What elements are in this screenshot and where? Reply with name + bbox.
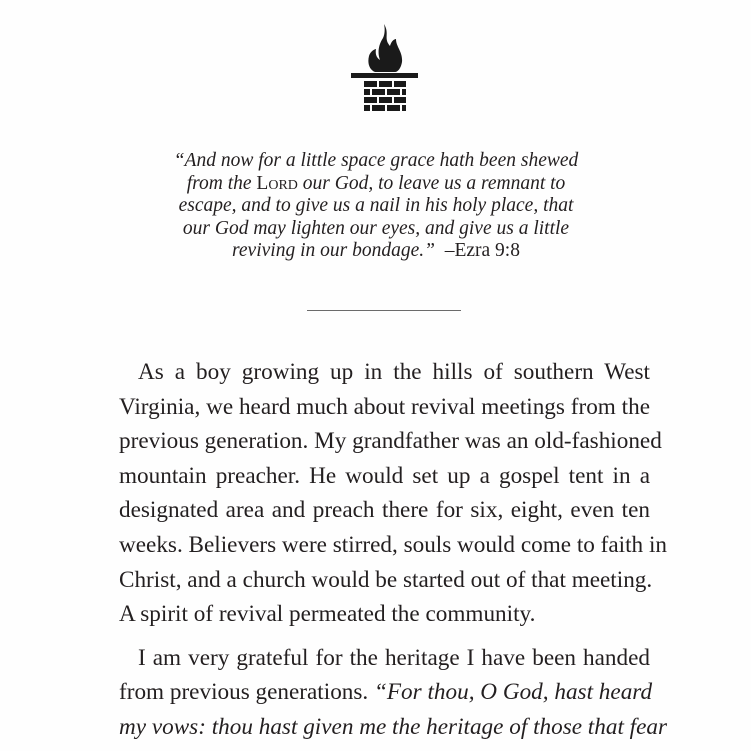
text-line: A spirit of revival permeated the community. bbox=[119, 601, 536, 628]
text-line: As a boy growing up in the hills of southern West bbox=[138, 359, 650, 385]
epigraph-line: our God may lighten our eyes, and give us a little bbox=[182, 217, 570, 239]
text-line: previous generation. My grandfather was an old-fashioned bbox=[119, 428, 662, 455]
text-line: designated area and preach there for six, eight, even ten bbox=[119, 497, 650, 524]
paragraph-1 bbox=[119, 355, 667, 632]
body-text bbox=[119, 355, 668, 745]
epigraph-reference: –Ezra 9:8 bbox=[444, 240, 520, 262]
text-line: from previous generations. “For thou, O God, hast heard bbox=[119, 679, 653, 706]
epigraph-quote bbox=[160, 150, 592, 263]
epigraph-line: reviving in our bondage.” –Ezra 9:8 bbox=[232, 240, 520, 262]
flame-shape bbox=[368, 24, 402, 72]
lord-small-caps: Lord bbox=[256, 172, 298, 194]
paragraph-2 bbox=[119, 641, 668, 745]
text-line: Christ, and a church would be started out of that meeting. bbox=[119, 566, 653, 593]
text-line: Virginia, we heard much about revival meetings from the bbox=[119, 393, 650, 420]
text-line bbox=[119, 710, 668, 745]
section-divider bbox=[307, 310, 461, 311]
text-line: weeks. Believers were stirred, souls would come to faith in bbox=[119, 531, 667, 558]
epigraph-line: escape, and to give us a nail in his holy place, that bbox=[178, 195, 574, 217]
text-line: I am very grateful for the heritage I have been handed bbox=[138, 644, 650, 671]
altar-top bbox=[351, 73, 418, 78]
epigraph-line: “And now for a little space grace hath been shewed bbox=[173, 150, 579, 171]
epigraph-line: from the Lord our God, to leave us a remnant to bbox=[186, 172, 566, 194]
scripture-quote: “For thou, O God, hast heard bbox=[374, 679, 653, 706]
text-line: mountain preacher. He would set up a gospel tent in a bbox=[119, 462, 650, 489]
scripture-quote: my vows: thou hast given me the heritage of those that fear bbox=[119, 713, 668, 740]
flame-on-brick-altar-icon bbox=[350, 22, 420, 114]
